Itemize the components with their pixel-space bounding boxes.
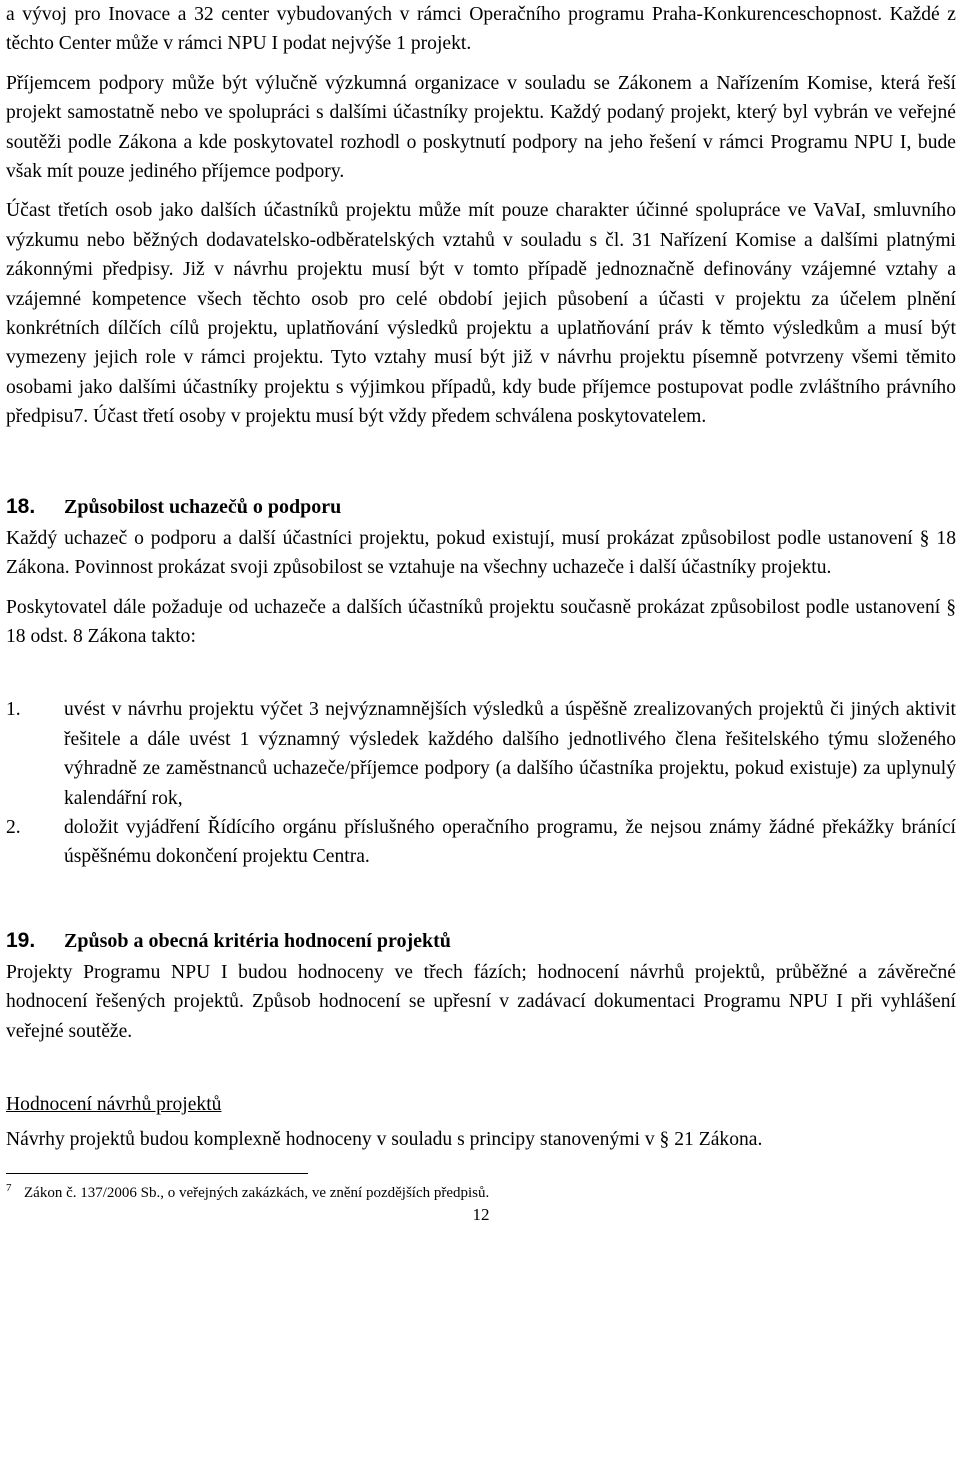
section-18-heading: [6, 492, 956, 522]
document-page: [6, 0, 956, 1226]
paragraph-recipient: Příjemcem podpory může být výlučně výzkumná organizace v souladu se Zákonem a Nařízením Komise, která řeší projekt samostatně nebo ve spolupráci s dalšími účastníky projektu. Každý podaný projekt, který byl vybrán ve veřejné soutěži podle Zákona a kde poskytovatel rozhodl o poskytnutí podpory na jeho řešení v rámci Programu NPU I, bude však mít pouze jediného příjemce podpory.: [6, 72, 956, 183]
list-item: [6, 695, 956, 813]
footnote: [6, 1182, 956, 1204]
list-item-text: uvést v návrhu projektu výčet 3 nejvýznamnějších výsledků a úspěšně zrealizovaných projektů či jiných aktivit řešitele a dále uvést 1 významný výsledek každého dalšího jednotlivého člena řešitelského týmu složeného výhradně ze zaměstnanců uchazeče/příjemce podpory (a dalšího účastníka projektu, pokud existuje) za uplynulý kalendářní rok,: [64, 699, 956, 809]
section-19-subheading: Hodnocení návrhů projektů: [6, 1093, 222, 1115]
section-18-number: 18.: [6, 494, 36, 518]
footnote-divider: [6, 1173, 308, 1174]
section-19-number: 19.: [6, 928, 36, 952]
list-item-text: doložit vyjádření Řídícího orgánu příslušného operačního programu, že nejsou známy žádné překážky bránící úspěšnému dokončení projektu Centra.: [64, 816, 956, 868]
section-19-paragraph-1: Projekty Programu NPU I budou hodnoceny ve třech fázích; hodnocení návrhů projektů, průběžné a závěrečné hodnocení řešených projektů. Způsob hodnocení se upřesní v zadávací dokumentaci Programu NPU I při vyhlášení veřejné soutěže.: [6, 961, 956, 1042]
section-19-heading: [6, 926, 956, 956]
paragraph-intro: a vývoj pro Inovace a 32 center vybudovaných v rámci Operačního programu Praha-Konkurenceschopnost. Každé z těchto Center může v rámci NPU I podat nejvýše 1 projekt.: [6, 4, 956, 55]
section-18-paragraph-1: Každý uchazeč o podporu a další účastníci projektu, pokud existují, musí prokázat způsobilost podle ustanovení § 18 Zákona. Povinnost prokázat svoji způsobilost se vztahuje na všechny uchazeče i další účastníky projektu.: [6, 527, 956, 579]
eligibility-list: [6, 695, 956, 871]
page-number: 12: [472, 1204, 490, 1224]
footnote-mark: 7: [6, 1181, 12, 1194]
section-18-paragraph-2: Poskytovatel dále požaduje od uchazeče a dalších účastníků projektu současně prokázat způsobilost podle ustanovení § 18 odst. 8 Zákona takto:: [6, 596, 956, 647]
section-19-title: Způsob a obecná kritéria hodnocení projektů: [64, 929, 451, 952]
list-item-marker: 2.: [6, 816, 21, 838]
footnote-text: Zákon č. 137/2006 Sb., o veřejných zakázkách, ve znění pozdějších předpisů.: [24, 1184, 490, 1201]
section-18-title: Způsobilost uchazečů o podporu: [64, 495, 342, 518]
section-19-paragraph-2: Návrhy projektů budou komplexně hodnoceny v souladu s principy stanovenými v § 21 Zákona.: [6, 1129, 763, 1151]
list-item: [6, 813, 956, 872]
list-item-marker: 1.: [6, 699, 21, 721]
paragraph-third-parties: Účast třetích osob jako dalších účastníků projektu může mít pouze charakter účinné spolupráce ve VaVaI, smluvního výzkumu nebo běžných dodavatelsko-odběratelských vztahů v souladu s čl. 31 Nařízení Komise a dalšími platnými zákonnými předpisy. Již v návrhu projektu musí být v tomto případě jednoznačně definovány vzájemné vztahy a vzájemné kompetence všech těchto osob pro celé období jejich působení a účasti v projektu za účelem plnění konkrétních dílčích cílů projektu, uplatňování výsledků projektu a uplatňování práv k těmto výsledkům a musí být vymezeny jejich role v rámci projektu. Tyto vztahy musí být již v návrhu projektu písemně potvrzeny všemi těmito osobami jako dalšími účastníky projektu s výjimkou případů, kdy bude příjemce postupovat podle zvláštního právního předpisu7. Účast třetí osoby v projektu musí být vždy předem schválena poskytovatelem.: [6, 200, 956, 428]
